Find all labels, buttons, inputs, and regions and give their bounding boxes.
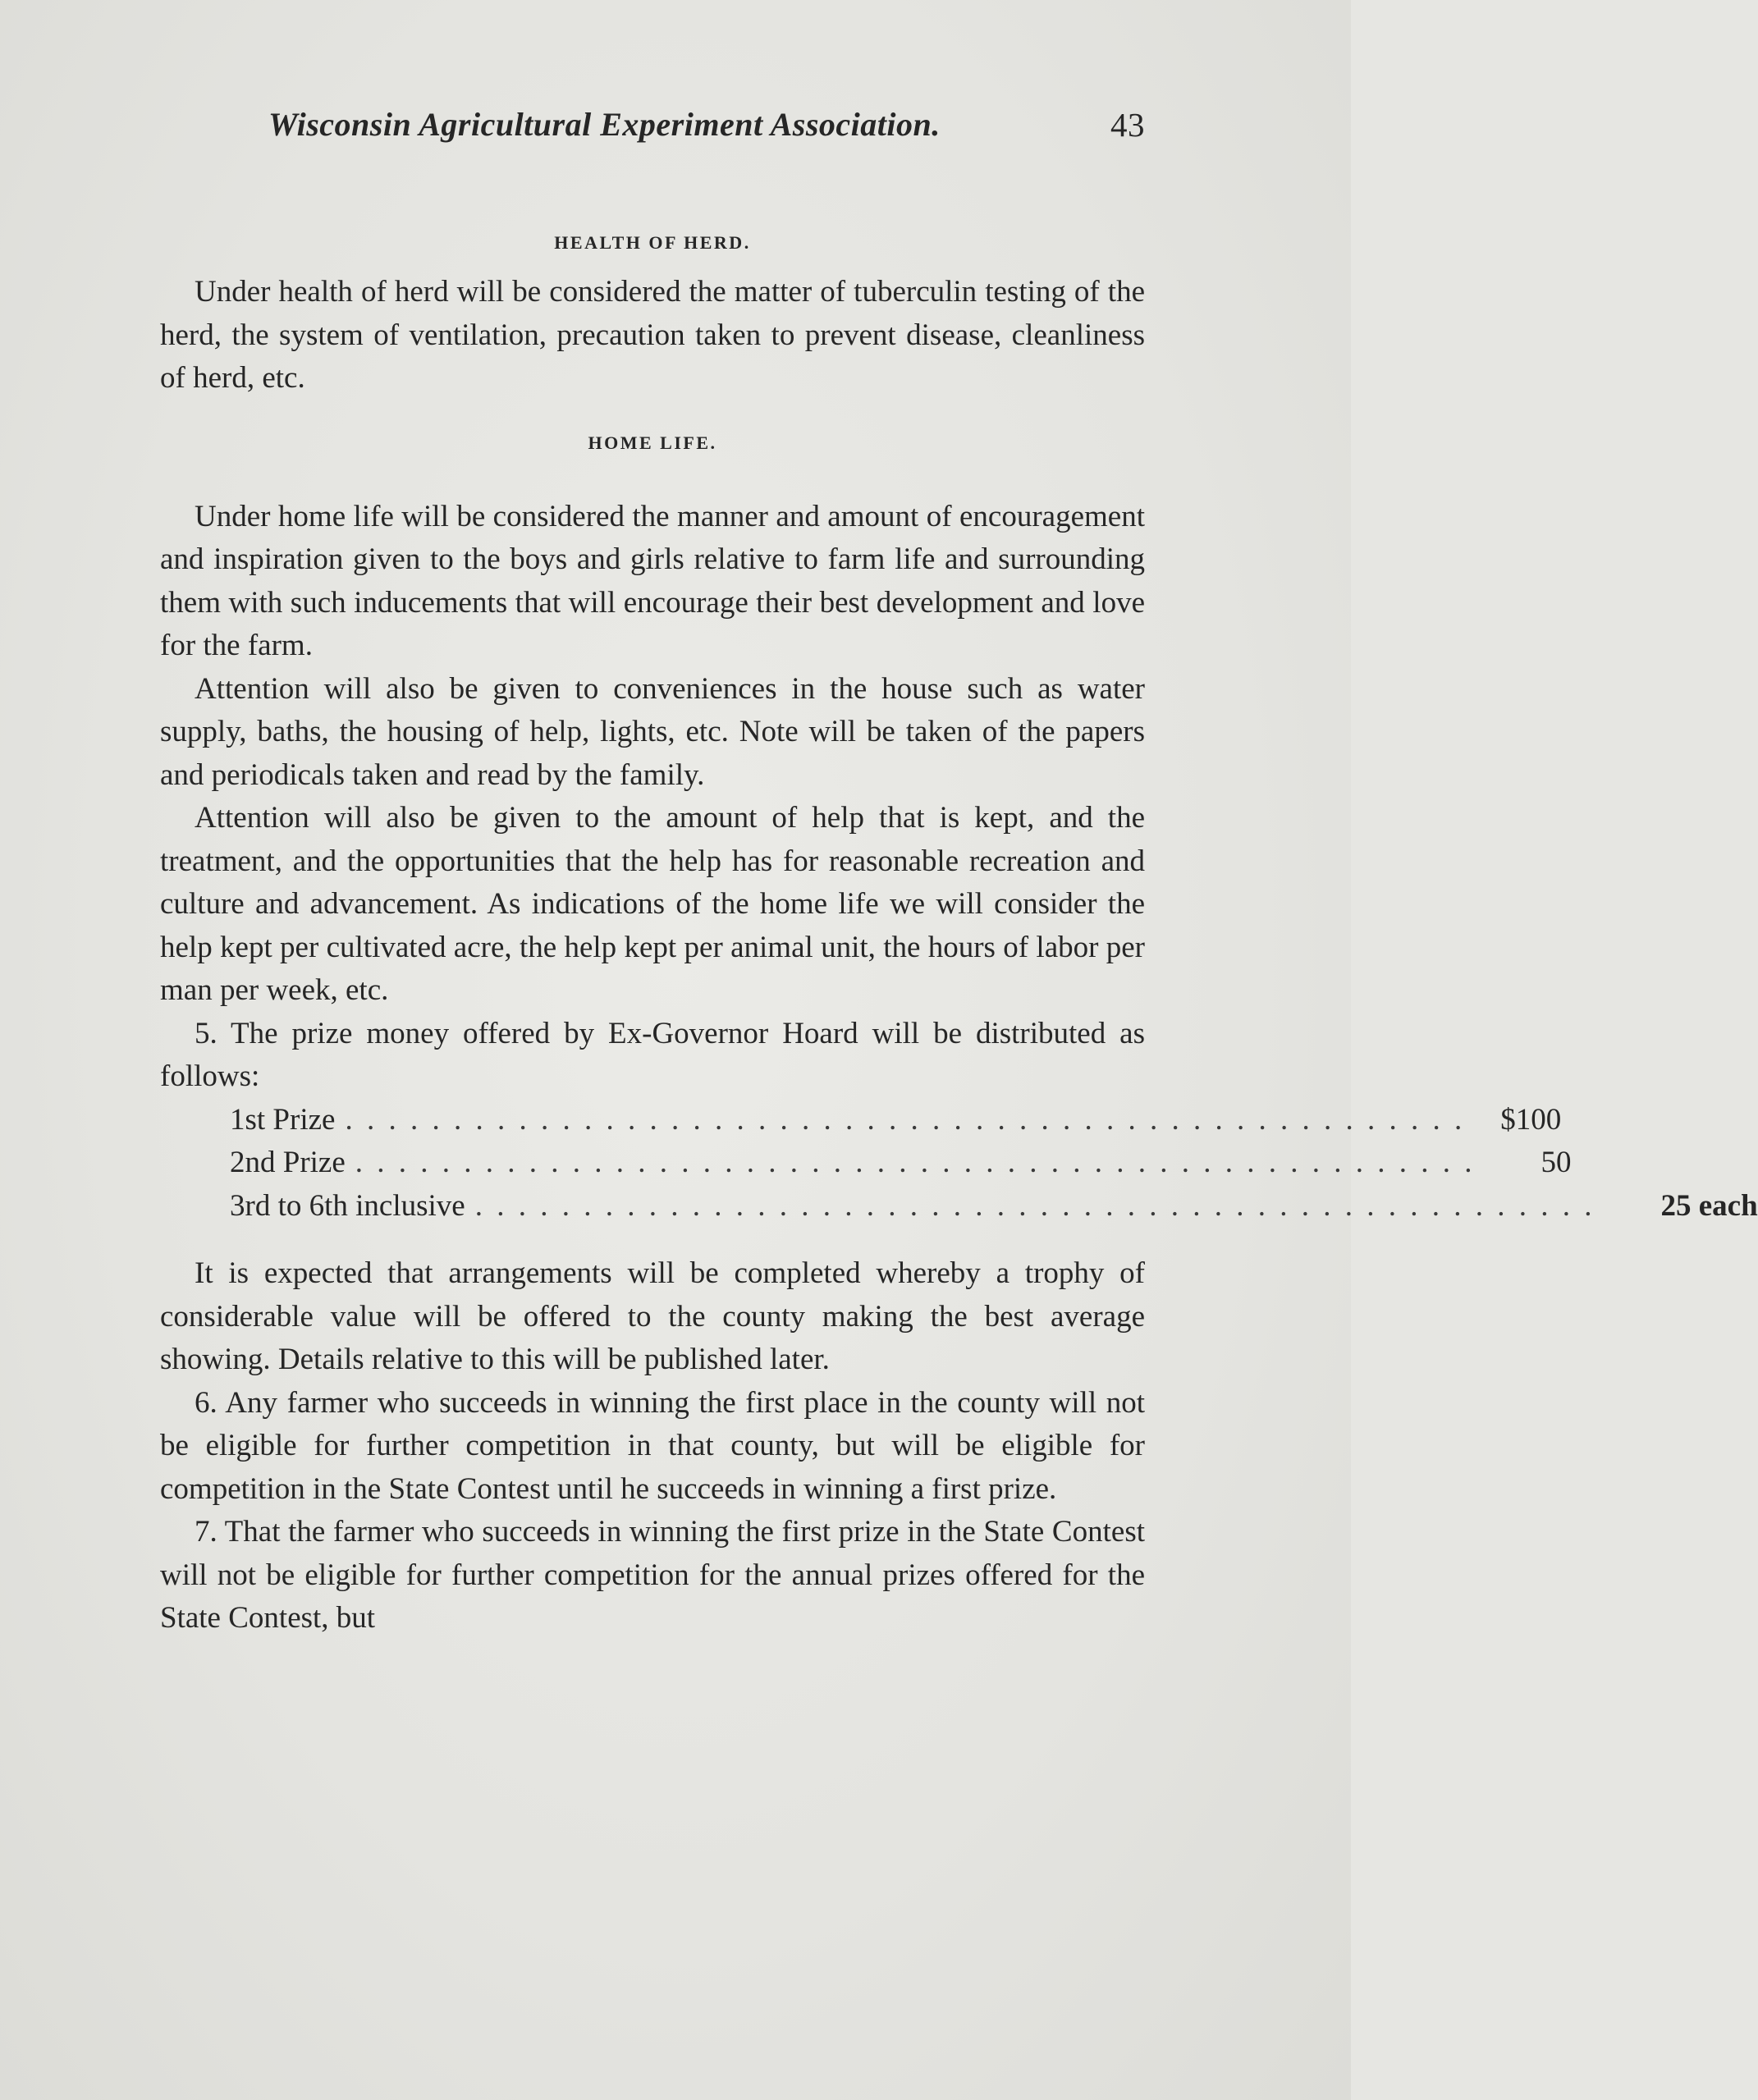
prize-value: 50	[1541, 1146, 1572, 1179]
paragraph-home-life-1: Under home life will be considered the manner and amount of encouragement and inspiration given to the boys and girls relative to farm life and surrounding them with such inducements that will encourage their best development and love for the farm.	[160, 499, 1145, 662]
running-title: Wisconsin Agricultural Experiment Association.	[268, 106, 941, 143]
prize-amount	[1486, 1142, 1572, 1185]
prize-amount	[1605, 1185, 1757, 1228]
paragraph-rule-6: 6. Any farmer who succeeds in winning the first place in the county will not be eligible for further competition in that county, but will be eligible for competition in the State Contest until he succeeds in winning a first prize.	[160, 1385, 1145, 1506]
body-text	[160, 222, 1758, 1640]
section-heading-home-life: HOME LIFE.	[588, 432, 717, 453]
prize-row	[230, 1185, 1758, 1228]
running-header	[160, 98, 1145, 156]
prize-row	[230, 1099, 1562, 1142]
leader-dots: . . . . . . . . . . . . . . . . . . . . . . . . . . . . . . . . . . . . . . . . . . . . . . . . . . . .	[355, 1146, 1476, 1179]
prize-row	[230, 1142, 1572, 1185]
leader-dots: . . . . . . . . . . . . . . . . . . . . . . . . . . . . . . . . . . . . . . . . . . . . . . . . . . . .	[345, 1102, 1466, 1137]
leader-dots: . . . . . . . . . . . . . . . . . . . . . . . . . . . . . . . . . . . . . . . . . . . . . . . . . . . .	[474, 1188, 1595, 1223]
prize-label: 3rd to 6th inclusive	[230, 1188, 465, 1223]
prize-value: $100	[1500, 1102, 1562, 1137]
paragraph-trophy: It is expected that arrangements will be completed whereby a trophy of considerable value will be offered to the county making the best average showing. Details relative to this will be published later.	[160, 1256, 1145, 1376]
paragraph-home-life-2: Attention will also be given to conveniences in the house such as water supply, baths, the housing of help, lights, etc. Note will be taken of the papers and periodicals taken and read by the family.	[160, 671, 1145, 792]
paragraph-home-life-3: Attention will also be given to the amount of help that is kept, and the treatment, and the opportunities that the help has for reasonable recreation and culture and advancement. As indications of the home life we will consider the help kept per cultivated acre, the help kept per animal unit, the hours of labor per man per week, etc.	[160, 801, 1145, 1007]
section-heading-health-of-herd: HEALTH OF HERD.	[554, 232, 751, 253]
prize-suffix: each	[1698, 1188, 1758, 1223]
prize-amount	[1475, 1099, 1561, 1142]
prize-label: 1st Prize	[230, 1102, 336, 1137]
paragraph-health-of-herd: Under health of herd will be considered the matter of tuberculin testing of the herd, the system of ventilation, precaution taken to prevent disease, cleanliness of herd, etc.	[160, 275, 1145, 395]
paragraph-prize-money: 5. The prize money offered by Ex-Governor Hoard will be distributed as follows:	[160, 1016, 1145, 1093]
page-number: 43	[1110, 106, 1145, 144]
prize-table	[230, 1099, 1758, 1228]
paragraph-rule-7: 7. That the farmer who succeeds in winning the first prize in the State Contest will not be eligible for further competition for the annual prizes offered for the State Contest, but	[160, 1515, 1145, 1635]
prize-value: 25	[1660, 1188, 1692, 1223]
prize-label: 2nd Prize	[230, 1146, 346, 1179]
